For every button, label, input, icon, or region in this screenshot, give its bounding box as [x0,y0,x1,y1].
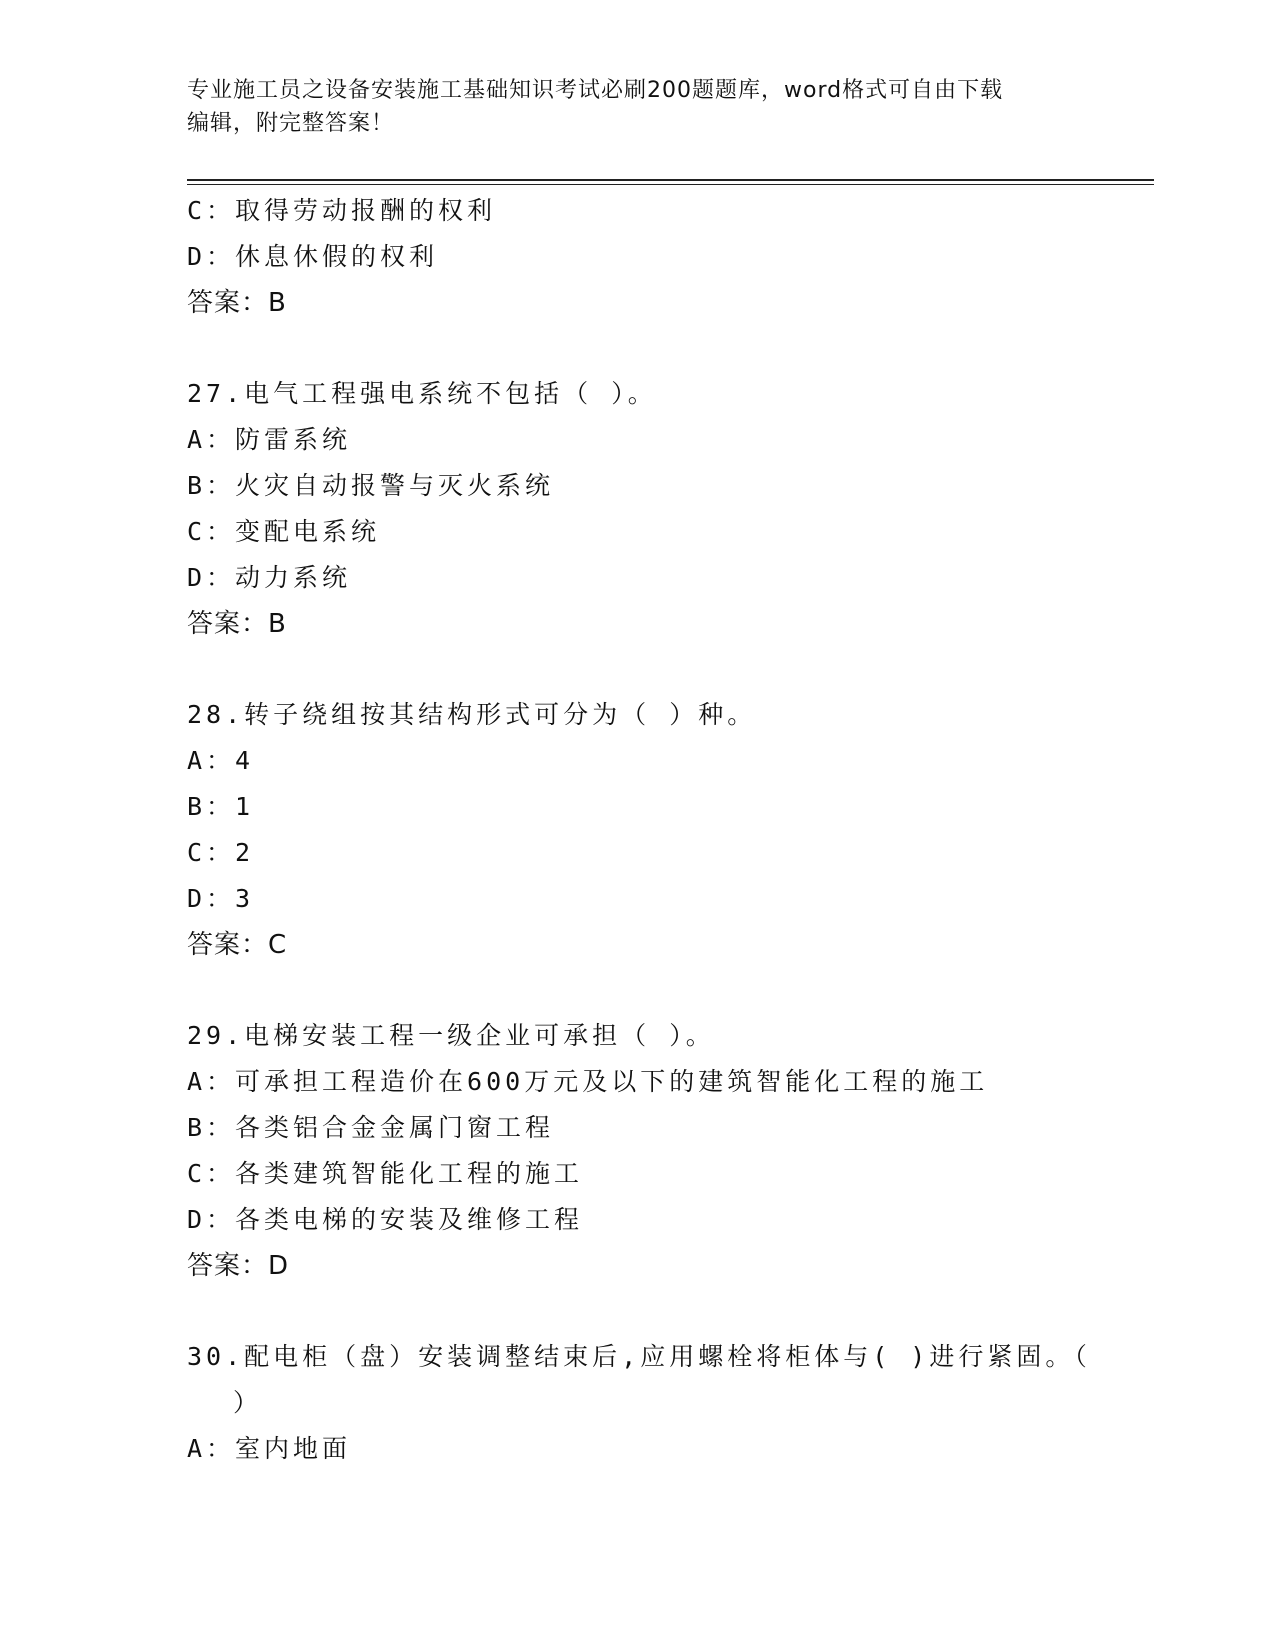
question-27 [187,371,1087,647]
answer-label: 答案：B [187,609,287,639]
question-30 [187,1334,1091,1472]
option-a: A：室内地面 [187,1434,352,1463]
question-26 [187,188,1087,326]
option-c: C：取得劳动报酬的权利 [187,196,497,225]
question-29 [187,1013,1087,1289]
header-title-line-1: 专业施工员之设备安装施工基础知识考试必刷200题题库，word格式可自由下载 [187,78,1004,103]
question-28 [187,692,1087,968]
answer-label: 答案：D [187,1251,290,1281]
question-text: 29.电梯安装工程一级企业可承担（ ）。 [187,1021,715,1050]
option-d: D：动力系统 [187,563,352,592]
answer-label: 答案：C [187,930,288,960]
option-b: B：火灾自动报警与灭火系统 [187,471,555,500]
document-header [187,74,1087,140]
option-d: D：各类电梯的安装及维修工程 [187,1205,584,1234]
option-b: B：各类铝合金金属门窗工程 [187,1113,555,1142]
option-a: A：可承担工程造价在600万元及以下的建筑智能化工程的施工 [187,1067,989,1096]
option-d: D：3 [187,884,255,913]
option-c: C：变配电系统 [187,517,381,546]
option-d: D：休息休假的权利 [187,242,439,271]
question-text-line-2: ） [233,1388,263,1417]
option-a: A：4 [187,746,255,775]
option-b: B：1 [187,792,255,821]
question-text-line-1: 30.配电柜（盘）安装调整结束后,应用螺栓将柜体与( )进行紧固。（ [187,1342,1091,1371]
option-c: C：各类建筑智能化工程的施工 [187,1159,584,1188]
header-divider-thick [187,179,1154,181]
answer-label: 答案：B [187,288,287,318]
option-a: A：防雷系统 [187,425,352,454]
option-c: C：2 [187,838,255,867]
header-title-line-2: 编辑，附完整答案！ [187,111,395,136]
header-divider-thin [187,184,1154,185]
question-text: 27.电气工程强电系统不包括（ ）。 [187,379,657,408]
question-text: 28.转子绕组按其结构形式可分为（ ）种。 [187,700,757,729]
question-list [187,188,1091,1472]
